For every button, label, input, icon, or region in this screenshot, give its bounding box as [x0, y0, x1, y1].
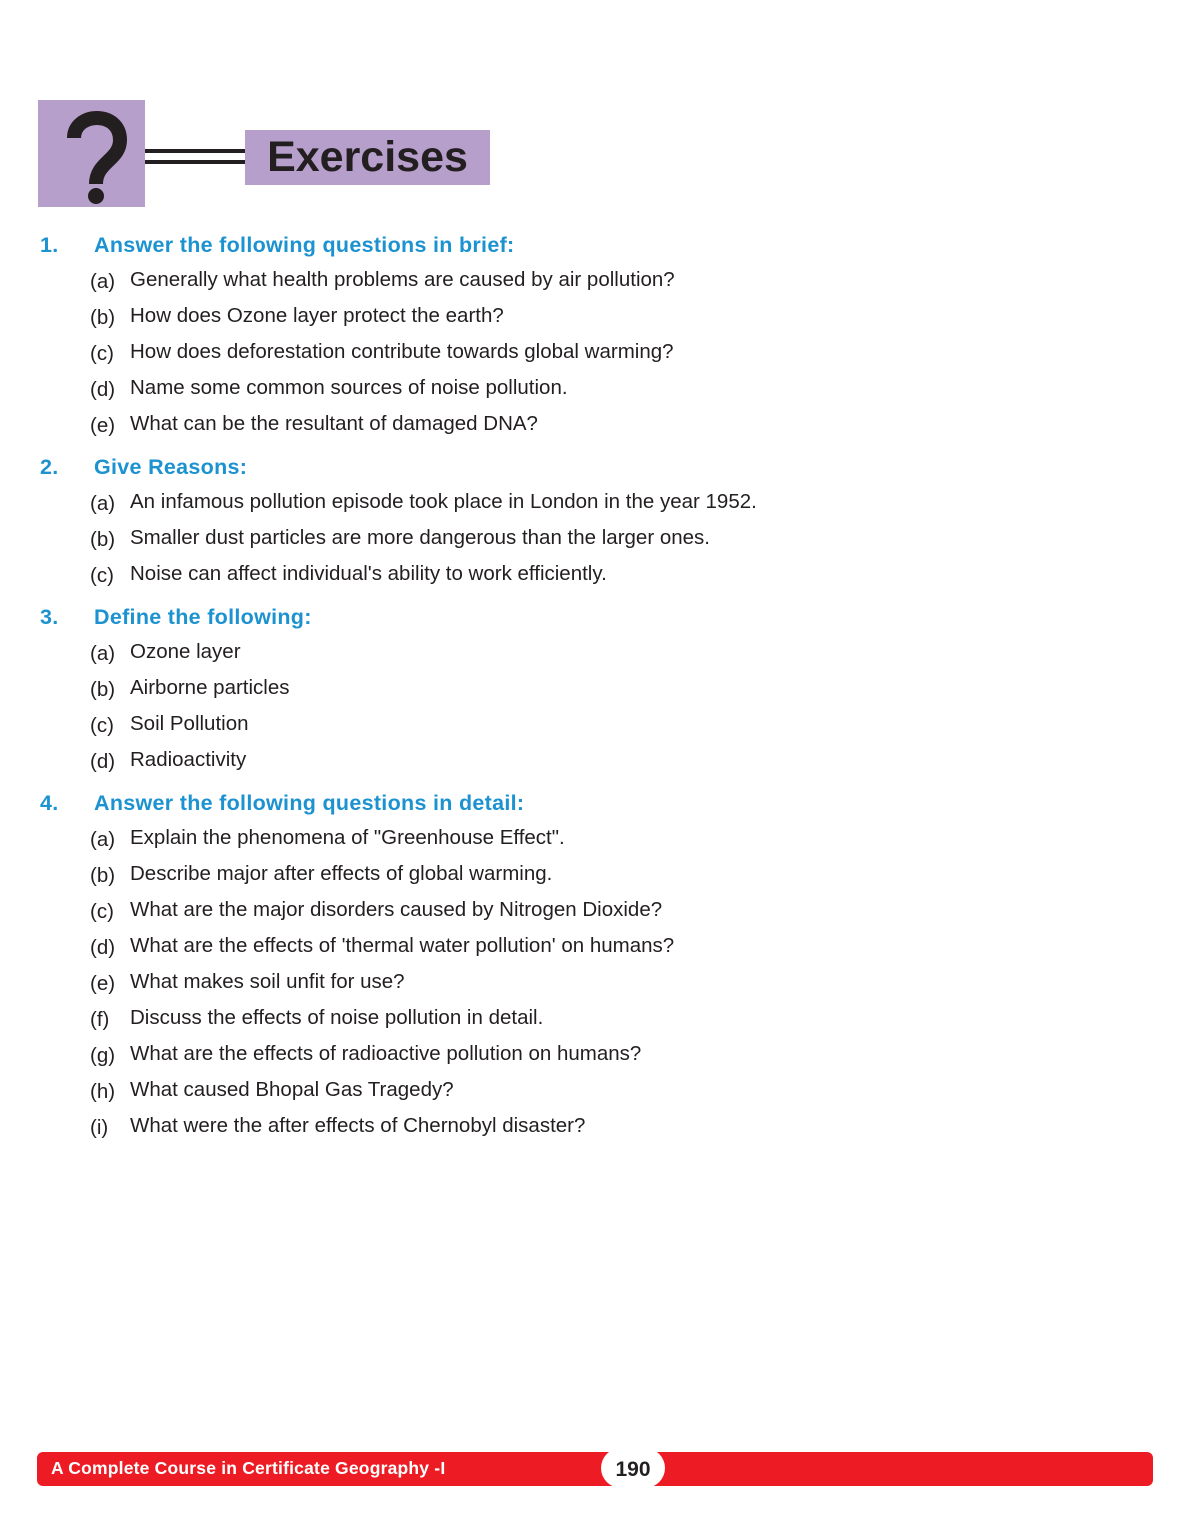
question-item: [0, 931, 1191, 967]
question-text: What can be the resultant of damaged DNA?: [130, 412, 538, 435]
question-letter: (d): [90, 378, 116, 401]
question-mark-badge: [38, 100, 145, 207]
question-letter: (e): [90, 972, 116, 995]
question-text: What are the major disorders caused by Nitrogen Dioxide?: [130, 898, 663, 921]
question-item: [0, 409, 1191, 445]
question-item: [0, 1111, 1191, 1147]
title-connector-line-bottom: [145, 160, 245, 164]
question-text: An infamous pollution episode took place in London in the year 1952.: [130, 490, 757, 513]
question-letter: (c): [90, 900, 114, 923]
question-text: Soil Pollution: [130, 712, 249, 735]
question-item: [0, 337, 1191, 373]
question-letter: (b): [90, 864, 116, 887]
question-text: Generally what health problems are caused by air pollution?: [130, 268, 675, 291]
question-item: [0, 895, 1191, 931]
question-letter: (a): [90, 828, 116, 851]
question-text: Radioactivity: [130, 748, 247, 771]
section-heading: [0, 789, 1191, 823]
question-letter: (c): [90, 564, 114, 587]
question-letter: (i): [90, 1116, 109, 1139]
question-letter: (h): [90, 1080, 116, 1103]
question-item: [0, 301, 1191, 337]
exercise-section: [0, 453, 1191, 595]
exercise-section: [0, 231, 1191, 445]
title-connector-line-top: [145, 149, 245, 153]
question-text: What makes soil unfit for use?: [130, 970, 405, 993]
book-title: A Complete Course in Certificate Geography -I: [51, 1458, 446, 1478]
question-text: How does Ozone layer protect the earth?: [130, 304, 504, 327]
section-heading: [0, 453, 1191, 487]
question-letter: (d): [90, 750, 116, 773]
question-letter: (a): [90, 492, 116, 515]
page-number: 190: [601, 1448, 665, 1488]
question-letter: (a): [90, 270, 116, 293]
footer-bar: [37, 1452, 1153, 1486]
section-title: Give Reasons:: [94, 455, 248, 479]
question-text: Explain the phenomena of "Greenhouse Effect".: [130, 826, 565, 849]
question-text: What caused Bhopal Gas Tragedy?: [130, 1078, 454, 1101]
section-title: Answer the following questions in brief:: [94, 233, 515, 257]
section-number: 3.: [40, 605, 59, 629]
question-letter: (b): [90, 306, 116, 329]
section-heading: [0, 231, 1191, 265]
question-text: What are the effects of 'thermal water pollution' on humans?: [130, 934, 675, 957]
question-letter: (e): [90, 414, 116, 437]
question-mark-icon: [38, 100, 145, 207]
question-letter: (f): [90, 1008, 110, 1031]
question-item: [0, 265, 1191, 301]
question-item: [0, 745, 1191, 781]
page-title: Exercises: [267, 133, 468, 181]
exercise-sections: [0, 231, 1191, 1155]
question-letter: (g): [90, 1044, 116, 1067]
question-item: [0, 1075, 1191, 1111]
section-heading: [0, 603, 1191, 637]
question-letter: (a): [90, 642, 116, 665]
section-title: Define the following:: [94, 605, 312, 629]
question-text: Smaller dust particles are more dangerous than the larger ones.: [130, 526, 711, 549]
section-number: 4.: [40, 791, 59, 815]
question-item: [0, 559, 1191, 595]
question-item: [0, 523, 1191, 559]
section-title: Answer the following questions in detail:: [94, 791, 525, 815]
question-letter: (d): [90, 936, 116, 959]
question-item: [0, 709, 1191, 745]
question-text: Noise can affect individual's ability to work efficiently.: [130, 562, 607, 585]
question-text: Describe major after effects of global warming.: [130, 862, 553, 885]
question-text: Discuss the effects of noise pollution in detail.: [130, 1006, 544, 1029]
question-item: [0, 1039, 1191, 1075]
question-text: Airborne particles: [130, 676, 290, 699]
question-text: What were the after effects of Chernobyl disaster?: [130, 1114, 586, 1137]
question-item: [0, 1003, 1191, 1039]
question-item: [0, 673, 1191, 709]
question-item: [0, 823, 1191, 859]
exercises-title-box: [245, 130, 490, 185]
exercise-section: [0, 603, 1191, 781]
question-text: How does deforestation contribute towards global warming?: [130, 340, 674, 363]
question-item: [0, 967, 1191, 1003]
question-item: [0, 637, 1191, 673]
section-number: 1.: [40, 233, 59, 257]
question-item: [0, 373, 1191, 409]
question-letter: (c): [90, 342, 114, 365]
question-text: Ozone layer: [130, 640, 241, 663]
question-letter: (b): [90, 528, 116, 551]
question-item: [0, 859, 1191, 895]
question-item: [0, 487, 1191, 523]
section-number: 2.: [40, 455, 59, 479]
question-letter: (b): [90, 678, 116, 701]
question-letter: (c): [90, 714, 114, 737]
question-text: What are the effects of radioactive pollution on humans?: [130, 1042, 642, 1065]
question-text: Name some common sources of noise pollution.: [130, 376, 568, 399]
exercise-section: [0, 789, 1191, 1147]
